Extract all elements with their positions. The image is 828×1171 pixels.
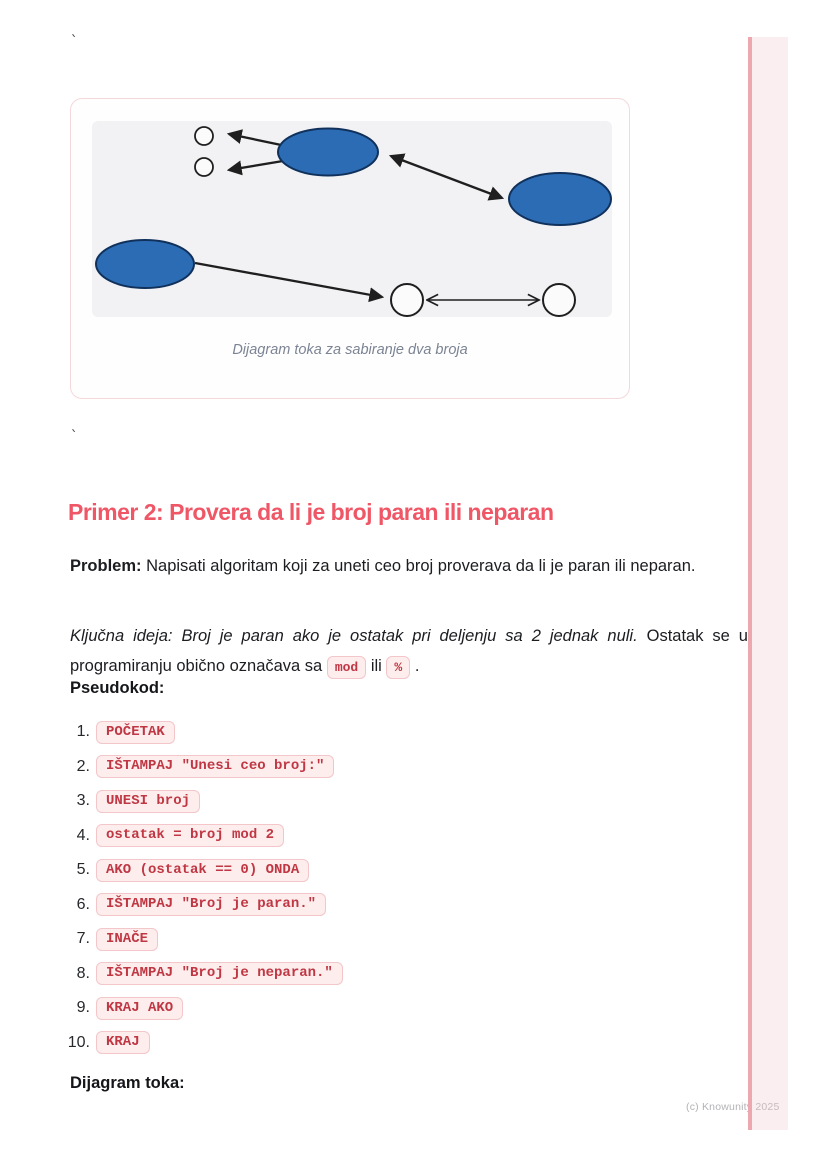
step-code: IŠTAMPAJ "Unesi ceo broj:" [96, 755, 334, 778]
blue-ellipse-right [509, 173, 611, 225]
key-idea-conjunction: ili [370, 656, 382, 675]
key-idea-normal-text: Ostatak se u programiranju obično označava sa [70, 626, 748, 675]
page-edge-highlight-bar [748, 37, 788, 1130]
step-number: 6. [76, 895, 90, 913]
stray-backtick-top: ` [70, 34, 79, 50]
step-code: IŠTAMPAJ "Broj je paran." [96, 893, 326, 916]
pseudocode-list [66, 720, 343, 1065]
blue-ellipse-bottom-left [96, 240, 194, 288]
flowchart-image [92, 121, 612, 317]
step-number: 5. [76, 861, 90, 878]
bottom-circle-2 [543, 284, 575, 316]
step-number: 4. [76, 826, 90, 844]
bottom-circle-1 [391, 284, 423, 316]
problem-label: Problem: [70, 556, 142, 575]
small-circle-2 [195, 158, 213, 176]
pseudocode-label: Pseudokod: [70, 679, 165, 697]
step-code: POČETAK [96, 721, 175, 744]
key-idea-paragraph [70, 621, 748, 681]
section-heading: Primer 2: Provera da li je broj paran ili neparan [68, 499, 554, 526]
step-code: ostatak = broj mod 2 [96, 824, 284, 847]
step-code: KRAJ AKO [96, 997, 183, 1020]
step-code: KRAJ [96, 1031, 150, 1054]
step-number: 3. [76, 792, 90, 809]
arrow-to-circle-1 [229, 134, 286, 146]
pseudocode-step [66, 720, 343, 744]
problem-text: Napisati algoritam koji za uneti ceo broj proverava da li je paran ili neparan. [146, 556, 696, 575]
step-code: AKO (ostatak == 0) ONDA [96, 859, 309, 882]
pseudocode-step [66, 893, 343, 917]
sentence-period: . [414, 656, 420, 675]
arrow-ellipse-to-circle [195, 263, 382, 297]
pseudocode-step [66, 858, 343, 882]
pseudocode-step [66, 996, 343, 1020]
flowchart-label: Dijagram toka: [70, 1074, 185, 1092]
pseudocode-step [66, 927, 343, 951]
step-code: IŠTAMPAJ "Broj je neparan." [96, 962, 343, 985]
pseudocode-step [66, 1031, 343, 1055]
double-arrow-ellipses [391, 156, 502, 198]
step-code: UNESI broj [96, 790, 200, 813]
figure-card [70, 98, 630, 399]
inline-code-percent: % [386, 656, 410, 679]
figure-caption: Dijagram toka za sabiranje dva broja [232, 342, 468, 358]
pseudocode-step [66, 789, 343, 813]
step-number: 8. [76, 964, 90, 982]
step-number: 1. [76, 723, 90, 740]
inline-code-mod: mod [327, 656, 366, 679]
step-number: 2. [76, 757, 90, 775]
pseudocode-step [66, 755, 343, 779]
arrow-to-circle-2 [229, 160, 289, 170]
problem-paragraph [70, 551, 748, 581]
step-number: 9. [76, 999, 90, 1016]
step-number: 7. [76, 930, 90, 947]
flowchart-diagram [92, 121, 612, 317]
step-number: 10. [67, 1033, 90, 1051]
pseudocode-step [66, 962, 343, 986]
small-circle-1 [195, 127, 213, 145]
key-idea-italic-text: Ključna ideja: Broj je paran ako je ostatak pri deljenju sa 2 jednak nuli. [70, 626, 638, 645]
step-code: INAČE [96, 928, 158, 951]
blue-ellipse-top [278, 129, 378, 176]
stray-backtick-middle: ` [70, 429, 79, 445]
copyright-text: (c) Knowunity 2025 [686, 1101, 780, 1113]
pseudocode-step [66, 824, 343, 848]
